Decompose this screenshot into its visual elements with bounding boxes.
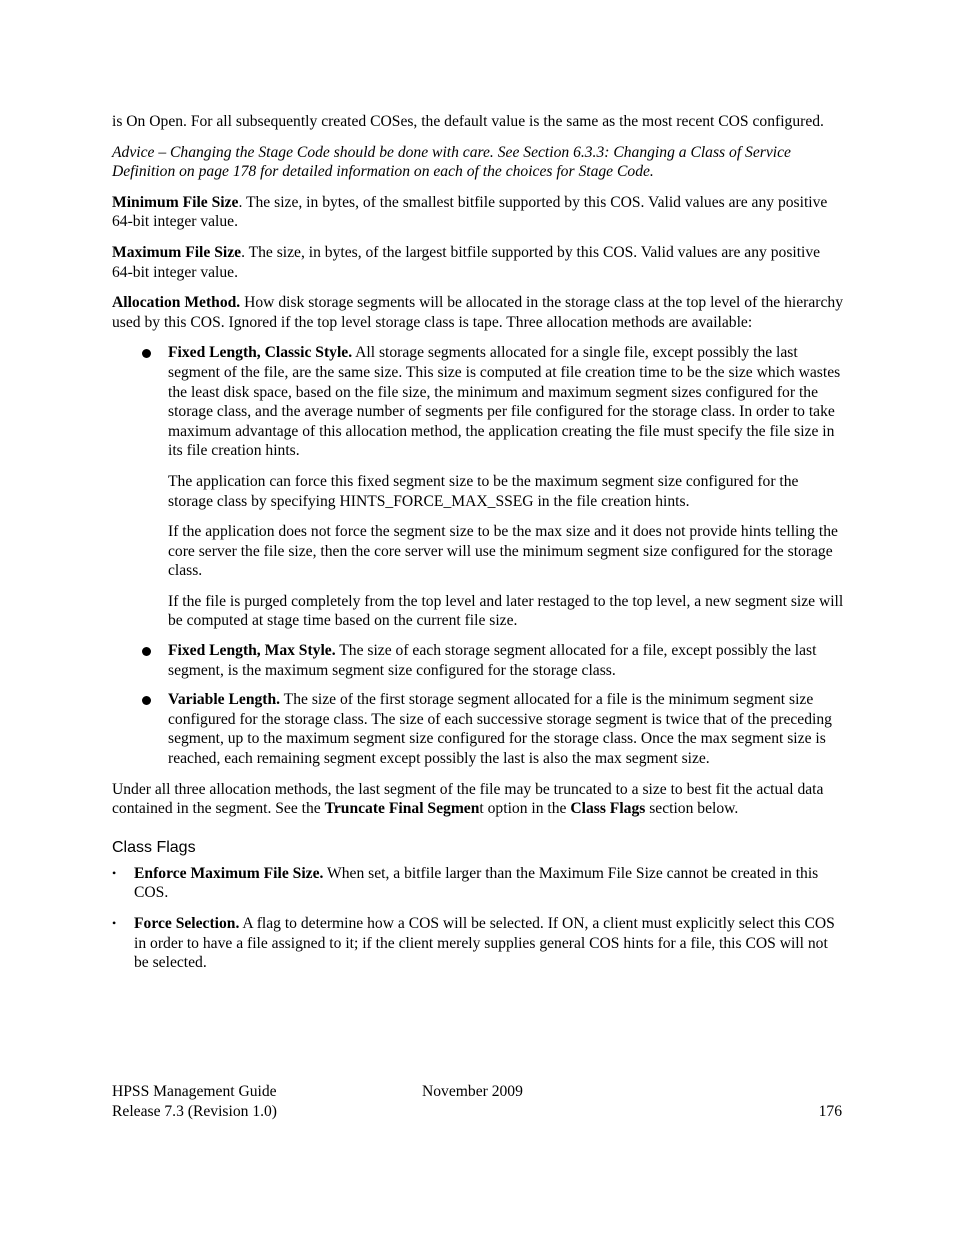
method-text: The size of the first storage segment allocated for a file is the minimum segment size configured for the storage class. The size of each successive storage segment is twice that of the preceding segment, up to the maximum segment size configured for the storage class. Once the max segment size is reached, each remaining segment except possibly the last is also the max segment size. — [168, 691, 832, 768]
list-item — [112, 641, 844, 680]
allocation-method-paragraph — [112, 293, 844, 332]
bullet-icon: • — [112, 916, 117, 930]
page-footer — [112, 1082, 842, 1122]
footer-release: Release 7.3 (Revision 1.0) — [112, 1103, 277, 1120]
method-text: All storage segments allocated for a single file, except possibly the last segment of the file, are the same size. This size is computed at file creation time to be the size which wastes the least disk space, based on the file size, the minimum and maximum segment sizes configured for the storage class, and the average number of segments per file configured for the storage class. In order to take maximum advantage of this allocation method, the application creating the file must specify the file size in its file creation hints. — [168, 344, 841, 460]
class-flags-list — [112, 864, 844, 973]
min-file-size-paragraph — [112, 193, 844, 232]
bullet-icon — [142, 696, 151, 705]
flag-label: Force Selection. — [134, 915, 240, 932]
max-file-size-text: . The size, in bytes, of the largest bitfile supported by this COS. Valid values are any positive 64-bit integer value. — [112, 243, 821, 281]
list-item — [112, 914, 844, 973]
intro-paragraph: is On Open. For all subsequently created COSes, the default value is the same as the most recent COS configured. — [112, 113, 824, 130]
method-text: The size of each storage segment allocated for a file, except possibly the last segment, is the maximum segment size configured for the storage class. — [168, 642, 817, 679]
allocation-methods-list — [112, 343, 844, 768]
class-flags-heading: Class Flags — [112, 838, 196, 856]
max-file-size-label: Maximum File Size — [112, 243, 242, 261]
list-item — [112, 343, 844, 631]
flag-text: A flag to determine how a COS will be selected. If ON, a client must explicitly select this COS in order to have a file assigned to it; if the client merely supplies general COS hints for a file, this COS will not be selected. — [134, 915, 835, 972]
flag-text: When set, a bitfile larger than the Maximum File Size cannot be created in this COS. — [134, 864, 819, 902]
bullet-icon — [142, 349, 151, 358]
method-extra-paragraph: If the application does not force the segment size to be the max size and it does not provide hints telling the core server the file size, then the core server will use the minimum segment size configured for the storage class. — [168, 523, 838, 580]
page-number: 176 — [818, 1103, 842, 1120]
bullet-icon: • — [112, 865, 117, 880]
method-label: Fixed Length, Max Style. — [168, 642, 336, 660]
truncate-paragraph: Under all three allocation methods, the last segment of the file may be truncated to a size to best fit the actual data contained in the segment. See the Truncate Final Segment option in the Class Flags section below. — [112, 780, 824, 818]
bullet-icon — [142, 647, 151, 656]
max-file-size-paragraph — [112, 243, 844, 282]
list-item — [112, 864, 844, 903]
class-flags-ref: Class Flags — [570, 800, 646, 818]
footer-date: November 2009 — [422, 1083, 523, 1100]
min-file-size-text: . The size, in bytes, of the smallest bitfile supported by this COS. Valid values are any positive 64-bit integer value. — [112, 193, 828, 231]
footer-guide-title: HPSS Management Guide — [112, 1083, 277, 1100]
advice-paragraph: Advice – Changing the Stage Code should be done with care. See Section 6.3.3: Changing a Class of Service Definition on page 178 for detailed information on each of the choices for Stage Code. — [112, 143, 791, 181]
min-file-size-label: Minimum File Size — [112, 193, 239, 211]
method-label: Fixed Length, Classic Style. — [168, 344, 353, 362]
method-label: Variable Length. — [168, 691, 281, 709]
list-item — [112, 690, 844, 768]
document-body — [112, 112, 844, 984]
truncate-final-segment-ref: Truncate Final Segmen — [324, 800, 480, 818]
allocation-method-text: How disk storage segments will be allocated in the storage class at the top level of the hierarchy used by this COS. Ignored if the top level storage class is tape. Three allocation methods are available: — [112, 294, 843, 331]
flag-label: Enforce Maximum File Size. — [134, 864, 324, 882]
allocation-method-label: Allocation Method. — [112, 294, 241, 312]
method-extra-paragraph: The application can force this fixed segment size to be the maximum segment size configured for the storage class by specifying HINTS_FORCE_MAX_SSEG in the file creation hints. — [168, 472, 799, 510]
method-extra-paragraph: If the file is purged completely from the top level and later restaged to the top level, a new segment size will be computed at stage time based on the current file size. — [168, 592, 844, 630]
